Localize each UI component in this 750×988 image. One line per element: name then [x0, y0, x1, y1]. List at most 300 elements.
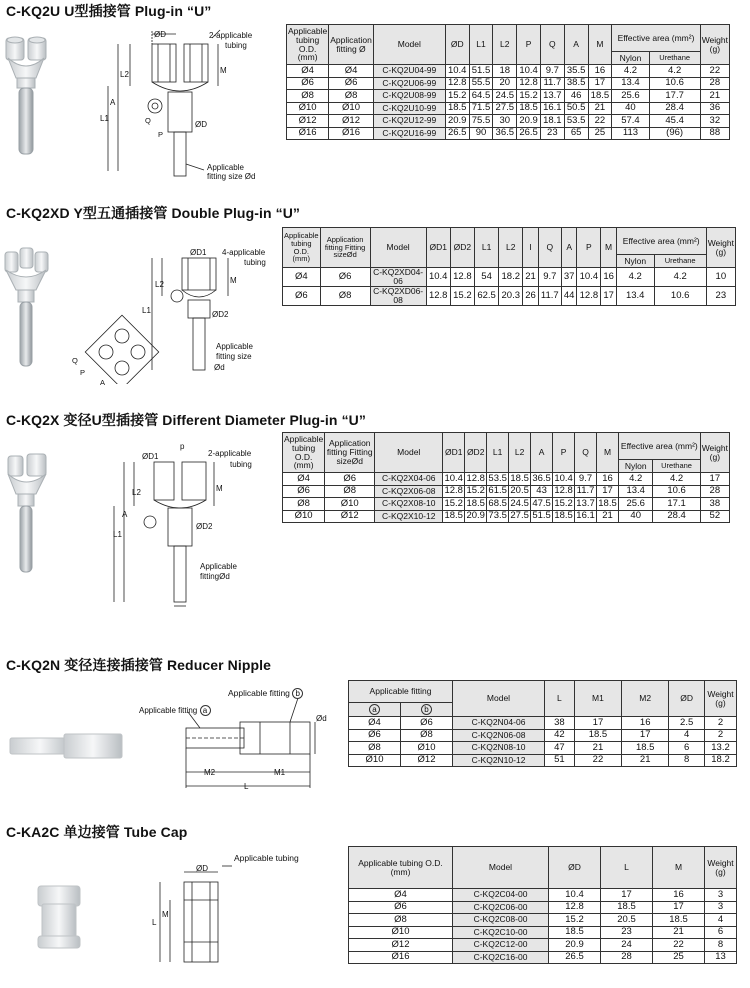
cell-fitting: Ø10: [329, 102, 374, 115]
kq2n-fitting-a-text: Applicable fitting: [139, 706, 198, 715]
table-row: [349, 901, 737, 914]
cell-a: 37: [562, 268, 577, 287]
cell-urethane: 10.6: [653, 485, 700, 498]
cell-i: 21: [523, 268, 538, 287]
kq2x-label-applicable: 2-applicable: [208, 449, 252, 458]
cell-m: 21: [653, 926, 705, 939]
col-m2: M2: [622, 681, 669, 717]
kq2xd-label-fitting-2: fitting size: [216, 352, 252, 361]
kq2u-label-applicable: 2-applicable: [209, 31, 253, 40]
cell-d1: 15.2: [444, 497, 463, 509]
cell-l2: 30: [493, 115, 517, 128]
col-fitting: Application fitting Fitting sizeØd: [325, 433, 375, 473]
col-p: P: [577, 228, 601, 268]
kq2x-label-m: M: [216, 484, 223, 493]
cell-a: 46: [564, 90, 588, 103]
cell-q: 9.7: [540, 65, 564, 78]
kq2xd-label-l2: L2: [155, 280, 164, 289]
cell-m: 16: [653, 889, 705, 902]
kq2xd-label-applicable: 4-applicable: [222, 248, 266, 257]
col-l1: L1: [474, 228, 498, 268]
cell-tubing: Ø6: [349, 901, 453, 914]
cell-l1: 51.5: [469, 65, 493, 78]
cell-d: 15.2: [549, 914, 601, 927]
ka2c-label-m: M: [162, 910, 169, 919]
kq2xd-label-a: A: [100, 378, 106, 387]
col-model: Model: [373, 25, 445, 65]
cell-l2: 20.5: [510, 485, 529, 497]
cell-model: C-KQ2X04-06: [375, 473, 443, 486]
cell-p: 12.8: [577, 286, 601, 305]
cell-weight: 21: [700, 90, 729, 103]
kq2u-label-l1: L1: [100, 114, 109, 123]
table-row: [287, 115, 730, 128]
cell-m: 22: [588, 115, 612, 128]
kq2n-fitting-b-text: Applicable fitting: [228, 688, 290, 698]
cell-model: C-KQ2X10-12: [375, 510, 443, 523]
cell-tubing: Ø6: [283, 286, 321, 305]
col-m: M: [588, 25, 612, 65]
table-row: [349, 889, 737, 902]
cell-nylon: 13.4: [612, 77, 649, 90]
cell-d: 15.2: [445, 90, 469, 103]
cell-p: 18.5: [554, 510, 573, 522]
cell-a: Ø6: [349, 729, 401, 742]
cell-model: C-KQ2N04-06: [453, 717, 545, 730]
cell-tubing: Ø4: [283, 268, 321, 287]
cell-l1: 64.5: [469, 90, 493, 103]
cell-l1: 73.5: [488, 510, 507, 522]
cell-m1: 18.5: [574, 729, 621, 742]
col-urethane: Urethane: [653, 460, 700, 473]
col-d: ØD: [445, 25, 469, 65]
cell-urethane: (96): [649, 127, 700, 140]
mark-a: a: [369, 704, 380, 715]
cell-d: 6: [669, 742, 705, 755]
cell-m: 21: [588, 102, 612, 115]
col-p: P: [517, 25, 541, 65]
cell-a: 51.5: [532, 510, 551, 522]
cell-m: 16: [601, 268, 616, 287]
kq2xd-label-phi-d: Ød: [214, 363, 225, 372]
cell-m1: 17: [574, 717, 621, 730]
cell-tubing: Ø8: [349, 914, 453, 927]
kq2u-label-a: A: [110, 98, 116, 107]
cell-p: 12.8: [554, 485, 573, 497]
kq2xd-label-tubing: tubing: [244, 258, 266, 267]
col-l: L: [545, 681, 575, 717]
kq2n-label-m2: M2: [204, 768, 216, 777]
cell-urethane: 28.4: [649, 102, 700, 115]
mark-b: b: [421, 704, 432, 715]
cell-model: C-KQ2U06-99: [373, 77, 445, 90]
cell-model: C-KQ2C16-00: [453, 951, 549, 964]
table-row: [349, 729, 737, 742]
col-tubing: Applicable tubing O.D. (mm): [287, 25, 329, 65]
cell-a: 50.5: [564, 102, 588, 115]
table-row: [283, 473, 730, 486]
col-nylon: Nylon: [612, 52, 649, 65]
cell-l: 42: [545, 729, 575, 742]
cell-weight: 28: [700, 485, 729, 498]
cell-l2: 24.5: [510, 497, 529, 509]
cell-weight: 28: [700, 77, 729, 90]
cell-d1: 10.4: [444, 472, 463, 484]
cell-l2: 20: [493, 77, 517, 90]
cell-m2: 18.5: [622, 742, 669, 755]
ka2c-dimension-drawing: [140, 860, 260, 966]
col-d2: ØD2: [465, 433, 487, 473]
col-weight: Weight (g): [705, 681, 737, 717]
kq2xd-label-l1: L1: [142, 306, 151, 315]
cell-d2: 15.2: [450, 286, 474, 305]
cell-m1: 21: [574, 742, 621, 755]
kq2x-label-a: A: [122, 510, 128, 519]
kq2xd-label-q: Q: [72, 356, 78, 365]
col-m: M: [601, 228, 616, 268]
col-l2: L2: [493, 25, 517, 65]
col-urethane: Urethane: [649, 52, 700, 65]
kq2xd-label-fitting-1: Applicable: [216, 342, 253, 351]
cell-l: 17: [601, 889, 653, 902]
col-l1: L1: [487, 433, 509, 473]
col-area: Effective area (mm²): [618, 433, 700, 460]
cell-tubing: Ø12: [349, 939, 453, 952]
col-model: Model: [453, 681, 545, 717]
col-m: M: [653, 847, 705, 889]
cell-l2: 18.2: [499, 268, 523, 287]
col-m1: M1: [574, 681, 621, 717]
kq2u-label-l2: L2: [120, 70, 129, 79]
cell-p: 26.5: [517, 127, 541, 140]
cell-fitting: Ø6: [325, 473, 375, 486]
col-model: Model: [453, 847, 549, 889]
cell-m1: 22: [574, 754, 621, 767]
col-a: A: [564, 25, 588, 65]
cell-p: 10.4: [517, 65, 541, 78]
cell-fitting: Ø16: [329, 127, 374, 140]
col-q: Q: [538, 228, 561, 268]
cell-d: 8: [669, 754, 705, 767]
section-title-ka2c: C-KA2C 单边接管 Tube Cap: [6, 824, 188, 840]
col-weight: Weight (g): [700, 433, 729, 473]
cell-model: C-KQ2X06-08: [375, 485, 443, 498]
cell-d: 10.4: [549, 889, 601, 902]
col-tubing: Applicable tubing O.D. (mm): [349, 847, 453, 889]
kq2u-label-q: Q: [145, 116, 151, 125]
cell-q: 11.7: [575, 485, 597, 498]
cell-q: 23: [540, 127, 564, 140]
cell-l2: 27.5: [493, 102, 517, 115]
cell-model: C-KQ2X08-10: [375, 498, 443, 511]
cell-l1: 62.5: [474, 286, 498, 305]
kq2n-label-m1: M1: [274, 768, 286, 777]
kq2n-label-fitting-b: [228, 688, 303, 699]
cell-a: 44: [562, 286, 577, 305]
cell-weight: 36: [700, 102, 729, 115]
cell-d2: 15.2: [466, 485, 485, 497]
cell-d1: 10.4: [426, 268, 450, 287]
kq2u-label-m: M: [220, 66, 227, 75]
cell-urethane: 10.6: [654, 286, 706, 305]
cell-weight: 17: [700, 473, 729, 486]
cell-fitting: Ø8: [329, 90, 374, 103]
cell-m: 18.5: [653, 914, 705, 927]
cell-l1: 53.5: [488, 472, 507, 484]
col-urethane: Urethane: [654, 255, 706, 268]
section-title-kq2xd: C-KQ2XD Y型五通插接管 Double Plug-in “U”: [6, 205, 301, 221]
cell-m: 16: [588, 65, 612, 78]
cell-d: 18.5: [549, 926, 601, 939]
cell-model: C-KQ2N06-08: [453, 729, 545, 742]
cell-d: 18.5: [445, 102, 469, 115]
cell-p: 20.9: [517, 115, 541, 128]
cell-urethane: 17.1: [653, 498, 700, 511]
kq2x-label-od1: ØD1: [142, 452, 159, 461]
cell-l: 38: [545, 717, 575, 730]
cell-p: 12.8: [517, 77, 541, 90]
cell-m: 16: [597, 473, 619, 486]
col-fitting: Application fitting Fitting sizeØd: [320, 228, 370, 268]
ka2c-label-l: L: [152, 918, 157, 927]
cell-tubing: Ø12: [287, 115, 329, 128]
cell-weight: 38: [700, 498, 729, 511]
cell-l1: 54: [474, 268, 498, 287]
kq2u-label-tubing: tubing: [225, 41, 247, 50]
cell-weight: 10: [706, 268, 735, 287]
cell-i: 26: [523, 286, 538, 305]
cell-weight: 23: [706, 286, 735, 305]
cell-urethane: 28.4: [653, 510, 700, 523]
cell-weight: 13.2: [705, 742, 737, 755]
cell-tubing: Ø10: [287, 102, 329, 115]
col-nylon: Nylon: [616, 255, 654, 268]
cell-d: 2.5: [669, 717, 705, 730]
section-title-kq2u: C-KQ2U U型插接管 Plug-in “U”: [6, 3, 212, 19]
cell-m: 18.5: [588, 90, 612, 103]
cell-d: 26.5: [445, 127, 469, 140]
cell-q: 16.1: [540, 102, 564, 115]
table-row: [287, 65, 730, 78]
cell-d: 12.8: [445, 77, 469, 90]
cell-l1: 90: [469, 127, 493, 140]
cell-q: 13.7: [540, 90, 564, 103]
table-row: [349, 939, 737, 952]
cell-fitting: Ø6: [320, 268, 370, 287]
cell-q: 18.1: [540, 115, 564, 128]
table-row: [283, 268, 736, 287]
cell-weight: 18.2: [705, 754, 737, 767]
cell-m: 25: [653, 951, 705, 964]
cell-q: 13.7: [576, 497, 595, 509]
cell-m2: 16: [622, 717, 669, 730]
cell-q: 11.7: [538, 286, 561, 305]
cell-a: 35.5: [564, 65, 588, 78]
cell-d2: 12.8: [466, 472, 485, 484]
cell-nylon: 57.4: [612, 115, 649, 128]
cell-d2: 12.8: [450, 268, 474, 287]
kq2u-label-fitting-2: fitting size Ød: [207, 172, 256, 181]
table-row: [287, 90, 730, 103]
col-i: I: [523, 228, 538, 268]
cell-model: C-KQ2C10-00: [453, 926, 549, 939]
cell-m: 17: [597, 485, 619, 498]
table-row: [349, 926, 737, 939]
cell-model: C-KQ2C06-00: [453, 901, 549, 914]
kq2x-label-fitting-2: fittingØd: [200, 572, 230, 581]
kq2x-label-l1: L1: [113, 530, 122, 539]
cell-model: C-KQ2U04-99: [373, 65, 445, 78]
kq2x-label-p: p: [180, 442, 185, 451]
kq2xd-label-od1: ØD1: [190, 248, 207, 257]
cell-l: 24: [601, 939, 653, 952]
cell-tubing: Ø16: [287, 127, 329, 140]
col-a: A: [531, 433, 553, 473]
col-l: L: [601, 847, 653, 889]
kq2x-label-tubing: tubing: [230, 460, 252, 469]
cell-l: 47: [545, 742, 575, 755]
cell-m2: 17: [622, 729, 669, 742]
cell-fitting: Ø4: [329, 65, 374, 78]
cell-tubing: Ø16: [349, 951, 453, 964]
col-fitting: Applicable fitting: [349, 681, 453, 703]
kq2xd-label-p: P: [80, 368, 86, 377]
col-q: Q: [575, 433, 597, 473]
cell-q: 16.1: [576, 510, 595, 522]
kq2x-spec-table: [282, 432, 730, 523]
cell-a: Ø8: [349, 742, 401, 755]
cell-tubing: Ø4: [283, 473, 325, 486]
cell-urethane: 4.2: [653, 473, 700, 486]
table-row: [349, 717, 737, 730]
cell-model: C-KQ2C12-00: [453, 939, 549, 952]
col-b: [401, 703, 453, 717]
kq2xd-product-photo: [4, 246, 50, 370]
cell-b: Ø6: [401, 717, 453, 730]
cell-l2: 27.5: [510, 510, 529, 522]
kq2u-spec-table: [286, 24, 730, 140]
col-p: P: [553, 433, 575, 473]
kq2x-label-fitting-1: Applicable: [200, 562, 237, 571]
cell-urethane: 4.2: [649, 65, 700, 78]
cell-a: Ø10: [349, 754, 401, 767]
cell-urethane: 45.4: [649, 115, 700, 128]
col-l2: L2: [509, 433, 531, 473]
cell-fitting: Ø8: [320, 286, 370, 305]
cell-nylon: 25.6: [612, 90, 649, 103]
cell-d1: 18.5: [444, 510, 463, 522]
cell-l: 20.5: [601, 914, 653, 927]
table-row: [349, 754, 737, 767]
kq2n-label-l: L: [244, 782, 249, 791]
cell-d: 10.4: [445, 65, 469, 78]
col-d1: ØD1: [443, 433, 465, 473]
cell-p: 10.4: [577, 268, 601, 287]
cell-weight: 22: [700, 65, 729, 78]
cell-l2: 36.5: [493, 127, 517, 140]
cell-d1: 12.8: [426, 286, 450, 305]
cell-tubing: Ø8: [283, 498, 325, 511]
cell-tubing: Ø6: [283, 485, 325, 498]
cell-fitting: Ø8: [325, 485, 375, 498]
cell-a: 47.5: [532, 497, 551, 509]
table-row: [283, 485, 730, 498]
table-row: [349, 914, 737, 927]
cell-nylon: 13.4: [616, 286, 654, 305]
cell-l2: 24.5: [493, 90, 517, 103]
cell-a: 65: [564, 127, 588, 140]
col-area: Effective area (mm²): [612, 25, 700, 52]
cell-model: C-KQ2XD04-06: [370, 268, 426, 287]
cell-a: Ø4: [349, 717, 401, 730]
kq2n-product-photo: [8, 732, 124, 760]
col-area: Effective area (mm²): [616, 228, 706, 255]
cell-p: 15.2: [554, 497, 573, 509]
cell-m: 25: [588, 127, 612, 140]
cell-b: Ø12: [401, 754, 453, 767]
kq2u-label-fitting-1: Applicable: [207, 163, 244, 172]
cell-nylon: 4.2: [618, 473, 652, 486]
cell-weight: 88: [700, 127, 729, 140]
col-model: Model: [370, 228, 426, 268]
ka2c-product-photo: [34, 884, 84, 952]
col-weight: Weight (g): [705, 847, 737, 889]
cell-l: 28: [601, 951, 653, 964]
kq2n-mark-b: b: [292, 688, 303, 699]
cell-fitting: Ø10: [325, 498, 375, 511]
cell-tubing: Ø6: [287, 77, 329, 90]
col-a: [349, 703, 401, 717]
kq2x-dimension-drawing: [110, 446, 280, 616]
cell-weight: 3: [705, 889, 737, 902]
cell-tubing: Ø4: [349, 889, 453, 902]
cell-b: Ø8: [401, 729, 453, 742]
col-m: M: [597, 433, 619, 473]
cell-model: C-KQ2C04-00: [453, 889, 549, 902]
table-row: [283, 286, 736, 305]
cell-tubing: Ø10: [283, 510, 325, 523]
cell-weight: 3: [705, 901, 737, 914]
kq2u-dimension-drawing: [100, 26, 280, 186]
cell-model: C-KQ2U12-99: [373, 115, 445, 128]
col-q: Q: [540, 25, 564, 65]
cell-nylon: 113: [612, 127, 649, 140]
kq2u-label-p: P: [158, 130, 164, 139]
cell-a: 36.5: [532, 472, 551, 484]
col-weight: Weight (g): [700, 25, 729, 65]
cell-a: 38.5: [564, 77, 588, 90]
cell-l1: 68.5: [488, 497, 507, 509]
cell-p: 15.2: [517, 90, 541, 103]
kq2u-label-od: ØD: [154, 30, 166, 39]
cell-l2: 18: [493, 65, 517, 78]
table-row: [287, 127, 730, 140]
kq2xd-spec-table: [282, 227, 736, 306]
ka2c-spec-table: [348, 846, 737, 964]
cell-nylon: 13.4: [618, 485, 652, 498]
cell-q: 9.7: [575, 473, 597, 486]
cell-tubing: Ø4: [287, 65, 329, 78]
cell-m: 22: [653, 939, 705, 952]
table-row: [349, 742, 737, 755]
col-nylon: Nylon: [618, 460, 652, 473]
cell-d1: 12.8: [444, 485, 463, 497]
cell-fitting: Ø6: [329, 77, 374, 90]
cell-model: C-KQ2XD06-08: [370, 286, 426, 305]
cell-l2: 18.5: [510, 472, 529, 484]
cell-a: 53.5: [564, 115, 588, 128]
cell-weight: 8: [705, 939, 737, 952]
